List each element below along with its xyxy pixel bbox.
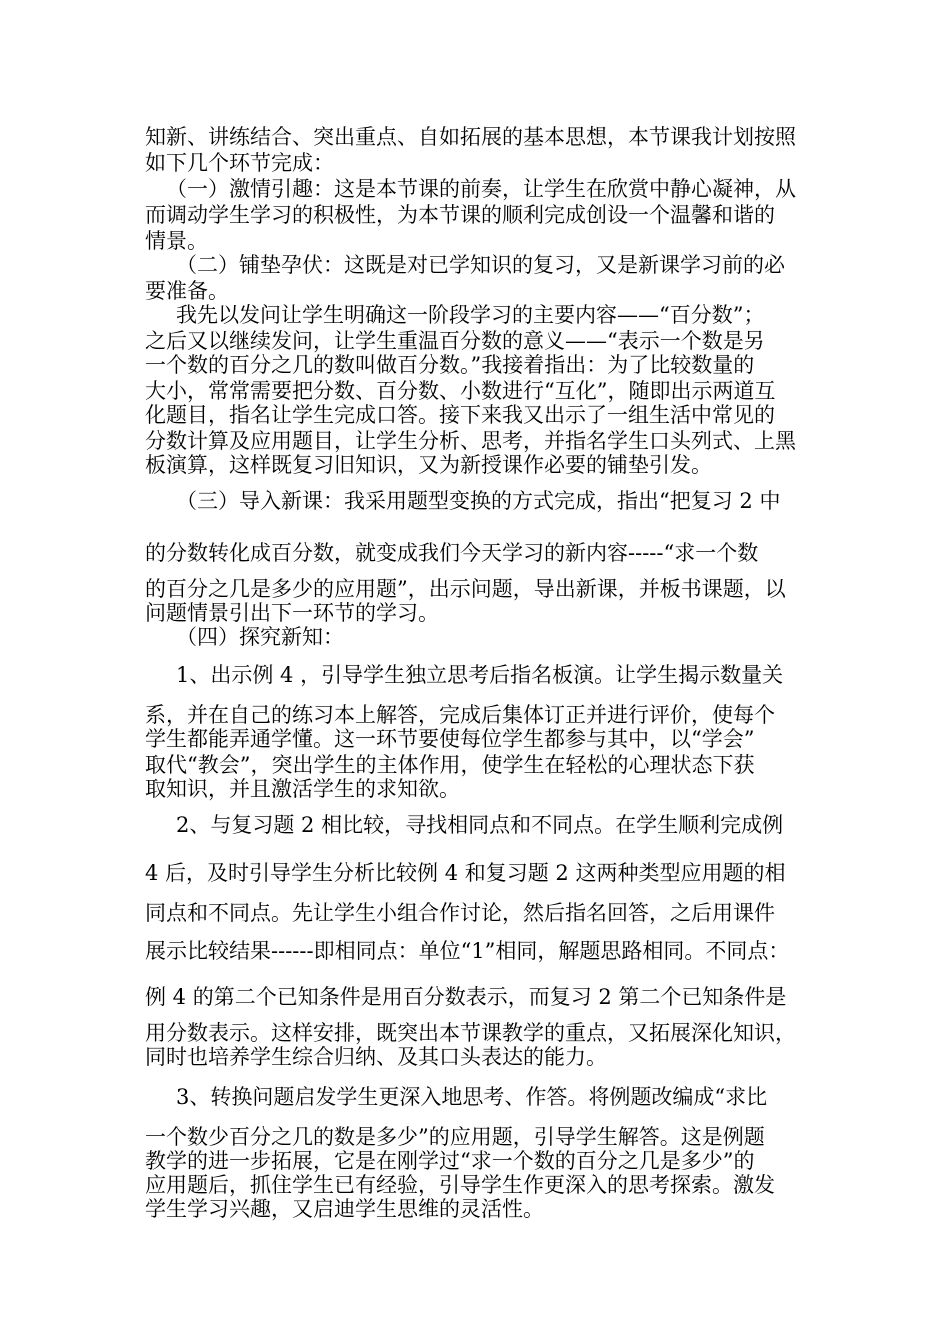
text-line: （四）探究新知： [176, 625, 344, 649]
text-line: （三）导入新课：我采用题型变换的方式完成，指出“把复习 2 中 [176, 489, 781, 513]
text-line: 情景。 [145, 229, 208, 253]
text-line: 之后又以继续发问，让学生重温百分数的意义——“表示一个数是另 [145, 329, 765, 353]
text-line: 用分数表示。这样安排，既突出本节课教学的重点，又拓展深化知识， [145, 1021, 796, 1045]
text-line: （一）激情引趣：这是本节课的前奏，让学生在欣赏中静心凝神，从 [166, 177, 796, 201]
text-line: 应用题后，抓住学生已有经验，引导学生作更深入的思考探索。激发 [145, 1173, 775, 1197]
text-line: 要准备。 [145, 279, 229, 303]
text-line: 1、出示例 4 ，引导学生独立思考后指名板演。让学生揭示数量关 [176, 663, 784, 687]
text-line: 学生学习兴趣，又启迪学生思维的灵活性。 [145, 1197, 544, 1221]
text-line: 取知识，并且激活学生的求知欲。 [145, 777, 460, 801]
text-line: 取代“教会”，突出学生的主体作用，使学生在轻松的心理状态下获 [145, 753, 755, 777]
text-line: 一个数的百分之几的数叫做百分数。”我接着指出：为了比较数量的 [145, 353, 755, 377]
text-line: 学生都能弄通学懂。这一环节要使每位学生都参与其中，以“学会” [145, 727, 755, 751]
text-line: 4 后，及时引导学生分析比较例 4 和复习题 2 这两种类型应用题的相 [145, 861, 786, 885]
text-line: 的百分之几是多少的应用题”，出示问题，导出新课，并板书课题，以 [145, 577, 786, 601]
text-line: 板演算，这样既复习旧知识，又为新授课作必要的铺垫引发。 [145, 453, 712, 477]
text-line: 如下几个环节完成： [145, 151, 334, 175]
text-line: 同时也培养学生综合归纳、及其口头表达的能力。 [145, 1045, 607, 1069]
text-line: 一个数少百分之几的数是多少”的应用题，引导学生解答。这是例题 [145, 1125, 765, 1149]
text-line: 大小，常常需要把分数、百分数、小数进行“互化”，随即出示两道互 [145, 379, 776, 403]
text-line: 问题情景引出下一环节的学习。 [145, 601, 439, 625]
text-line: 系，并在自己的练习本上解答，完成后集体订正并进行评价，使每个 [145, 703, 775, 727]
text-line: 而调动学生学习的积极性，为本节课的顺利完成创设一个温馨和谐的 [145, 203, 775, 227]
text-line: 2、与复习题 2 相比较，寻找相同点和不同点。在学生顺利完成例 [176, 813, 784, 837]
text-line: 教学的进一步拓展，它是在刚学过“求一个数的百分之几是多少”的 [145, 1149, 755, 1173]
text-line: 展示比较结果------即相同点：单位“1”相同，解题思路相同。不同点： [145, 939, 790, 963]
text-line: 我先以发问让学生明确这一阶段学习的主要内容——“百分数”； [176, 303, 765, 327]
text-line: 同点和不同点。先让学生小组合作讨论，然后指名回答，之后用课件 [145, 901, 775, 925]
text-line: （二）铺垫孕伏：这既是对已学知识的复习，又是新课学习前的必 [176, 253, 785, 277]
text-line: 分数计算及应用题目，让学生分析、思考，并指名学生口头列式、上黑 [145, 429, 796, 453]
text-line: 知新、讲练结合、突出重点、自如拓展的基本思想，本节课我计划按照 [145, 125, 796, 149]
text-line: 3、转换问题启发学生更深入地思考、作答。将例题改编成“求比 [176, 1085, 768, 1109]
text-line: 的分数转化成百分数，就变成我们今天学习的新内容-----“求一个数 [145, 541, 759, 565]
text-line: 化题目，指名让学生完成口答。接下来我又出示了一组生活中常见的 [145, 403, 775, 427]
text-line: 例 4 的第二个已知条件是用百分数表示，而复习 2 第二个已知条件是 [145, 985, 787, 1009]
